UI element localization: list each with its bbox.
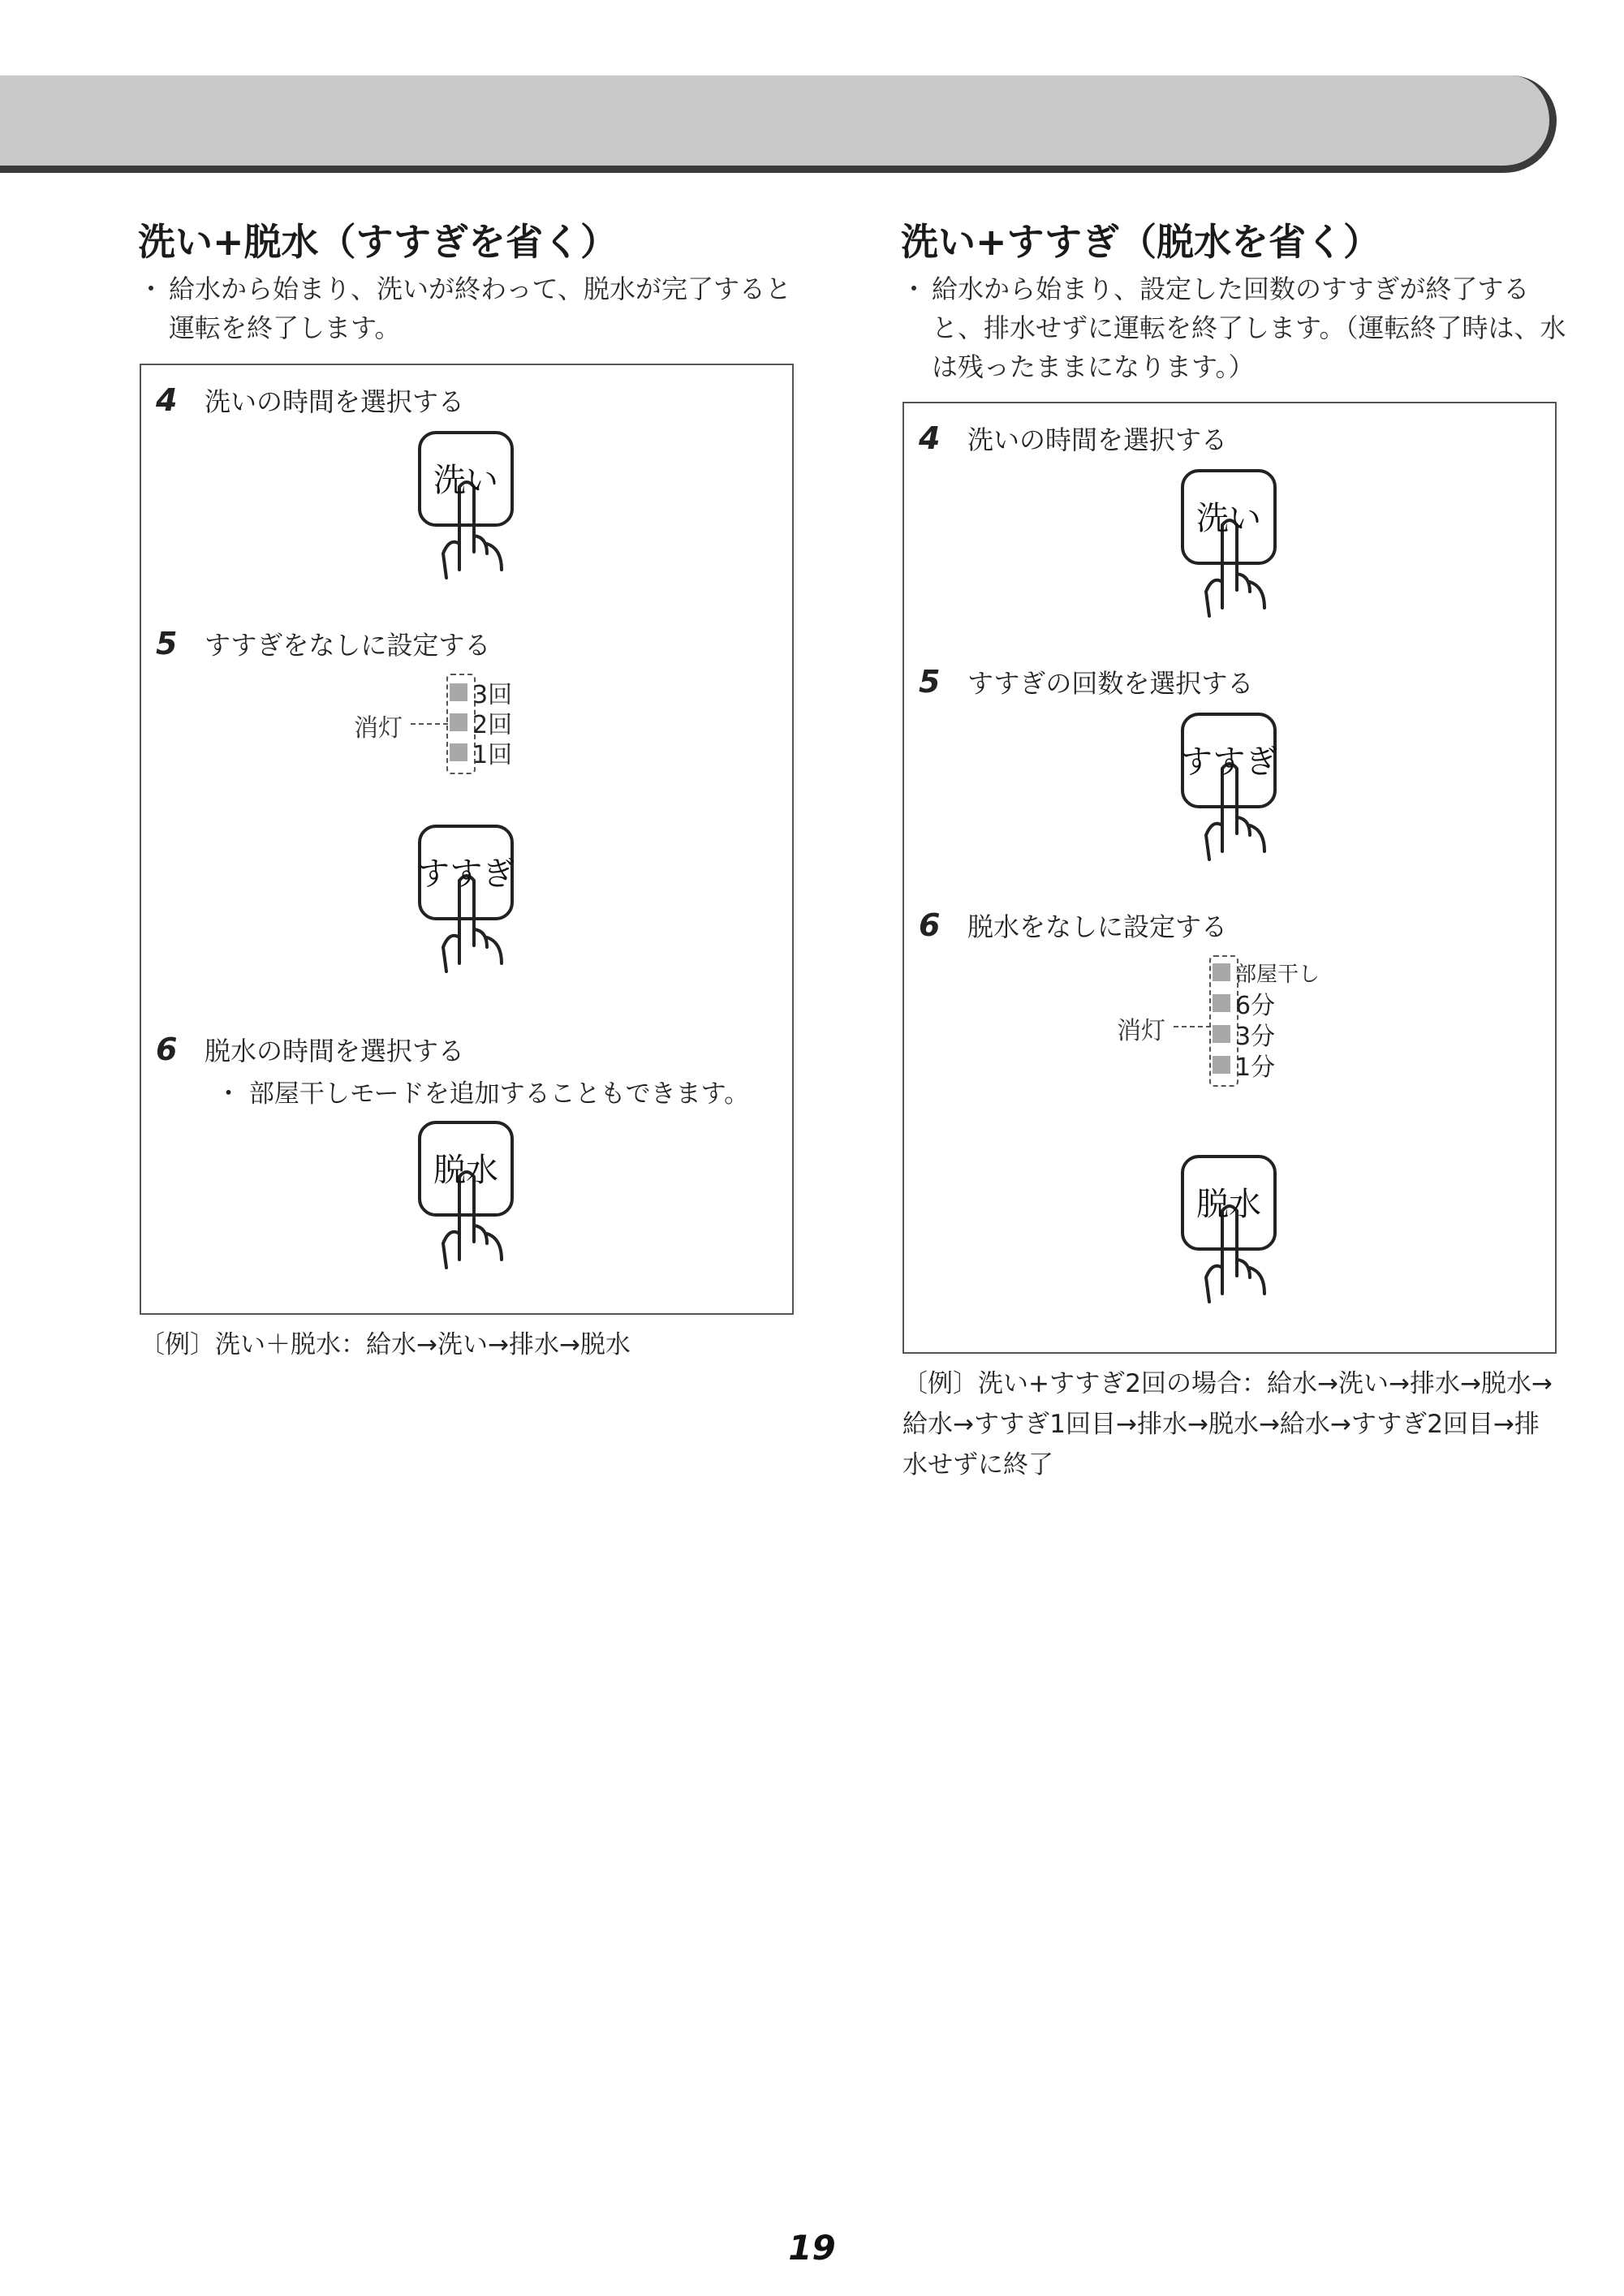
- button-label: すすぎ: [1180, 743, 1278, 781]
- button-press-icon: [1180, 712, 1277, 866]
- header-bar: [0, 75, 1557, 173]
- left-step-6-note: ・ 部屋干しモードを追加することもできます。: [216, 1079, 750, 1109]
- lights-off-label: 消灯: [354, 714, 403, 743]
- left-step-4: [156, 381, 464, 419]
- step-number: 4: [919, 420, 941, 456]
- lights-off-leader: [411, 723, 448, 725]
- indicator-1min: [1213, 1051, 1276, 1082]
- step-text: 洗いの時間を選択する: [205, 386, 465, 417]
- left-heading: 洗い+脱水（すすぎを省く）: [138, 220, 618, 264]
- step-text: 洗いの時間を選択する: [967, 424, 1228, 455]
- step-text: すすぎをなしに設定する: [205, 630, 491, 661]
- indicator-3min: [1213, 1020, 1276, 1051]
- right-step-5: [919, 663, 1253, 700]
- button-press-icon: [1180, 1154, 1277, 1308]
- indicator-label: 1分: [1235, 1053, 1276, 1082]
- lamp-icon: [1213, 1025, 1230, 1043]
- left-step-5: [156, 625, 490, 662]
- left-step-box: [140, 364, 794, 1315]
- button-press-icon: [417, 1120, 515, 1274]
- wash-button[interactable]: [417, 430, 515, 584]
- spin-button[interactable]: [1180, 1154, 1277, 1308]
- lights-off-leader: [1174, 1026, 1211, 1027]
- rinse-button[interactable]: [417, 824, 515, 978]
- lamp-icon: [450, 683, 467, 701]
- button-label: 脱水: [1196, 1186, 1261, 1223]
- indicator-label: 3分: [1235, 1023, 1276, 1051]
- wash-button[interactable]: [1180, 468, 1277, 622]
- lamp-icon: [1213, 963, 1230, 981]
- indicator-2: [450, 709, 513, 739]
- button-label: すすぎ: [417, 855, 515, 893]
- step-number: 5: [156, 626, 178, 661]
- right-step-6: [919, 907, 1227, 944]
- rinse-indicators: [450, 674, 563, 771]
- button-press-icon: [1180, 468, 1277, 622]
- lamp-icon: [450, 713, 467, 731]
- indicator-1: [450, 739, 513, 769]
- indicator-room-dry: [1213, 958, 1320, 986]
- button-label: 洗い: [433, 462, 498, 499]
- right-example: 〔例〕洗い+すすぎ2回の場合：給水→洗い→排水→脱水→給水→すすぎ1回目→排水→脱水→給水→すすぎ2回目→排水せずに終了: [902, 1369, 1553, 1480]
- indicator-label: 3回: [472, 681, 513, 709]
- bullet: ・: [901, 274, 928, 304]
- button-press-icon: [417, 430, 515, 584]
- button-label: 脱水: [433, 1152, 498, 1189]
- spin-indicators: [1213, 955, 1334, 1085]
- lights-off-label: 消灯: [1117, 1017, 1165, 1045]
- left-description-text: 給水から始まり、洗いが終わって、脱水が完了すると運転を終了します。: [169, 274, 792, 343]
- indicator-6min: [1213, 989, 1276, 1020]
- lamp-icon: [450, 743, 467, 761]
- right-step-box: [902, 402, 1557, 1354]
- indicator-label: 部屋干し: [1235, 962, 1320, 987]
- step-text: 脱水をなしに設定する: [967, 911, 1228, 942]
- left-example: 〔例〕洗い＋脱水：給水→洗い→排水→脱水: [140, 1330, 631, 1359]
- lamp-icon: [1213, 994, 1230, 1012]
- step-text: すすぎの回数を選択する: [967, 668, 1254, 699]
- indicator-label: 6分: [1235, 992, 1276, 1020]
- indicator-3: [450, 678, 513, 709]
- bullet: ・: [138, 274, 165, 304]
- step-number: 4: [156, 382, 178, 418]
- left-description: [138, 269, 803, 347]
- left-step-6: [156, 1031, 464, 1068]
- right-description: [901, 269, 1566, 386]
- indicator-label: 2回: [472, 711, 513, 739]
- step-number: 5: [919, 664, 941, 700]
- indicator-label: 1回: [472, 741, 513, 769]
- right-description-text: 給水から始まり、設定した回数のすすぎが終了すると、排水せずに運転を終了します。（運転終了時は、水は残ったままになります。）: [932, 274, 1566, 382]
- spin-button[interactable]: [417, 1120, 515, 1274]
- right-heading: 洗い+すすぎ（脱水を省く）: [901, 220, 1381, 264]
- step-number: 6: [156, 1032, 178, 1067]
- button-press-icon: [417, 824, 515, 978]
- step-text: 脱水の時間を選択する: [205, 1036, 465, 1066]
- lamp-icon: [1213, 1056, 1230, 1074]
- button-label: 洗い: [1196, 500, 1261, 537]
- step-number: 6: [919, 907, 941, 943]
- rinse-button[interactable]: [1180, 712, 1277, 866]
- page-number: 19: [788, 2228, 836, 2268]
- right-step-4: [919, 420, 1227, 457]
